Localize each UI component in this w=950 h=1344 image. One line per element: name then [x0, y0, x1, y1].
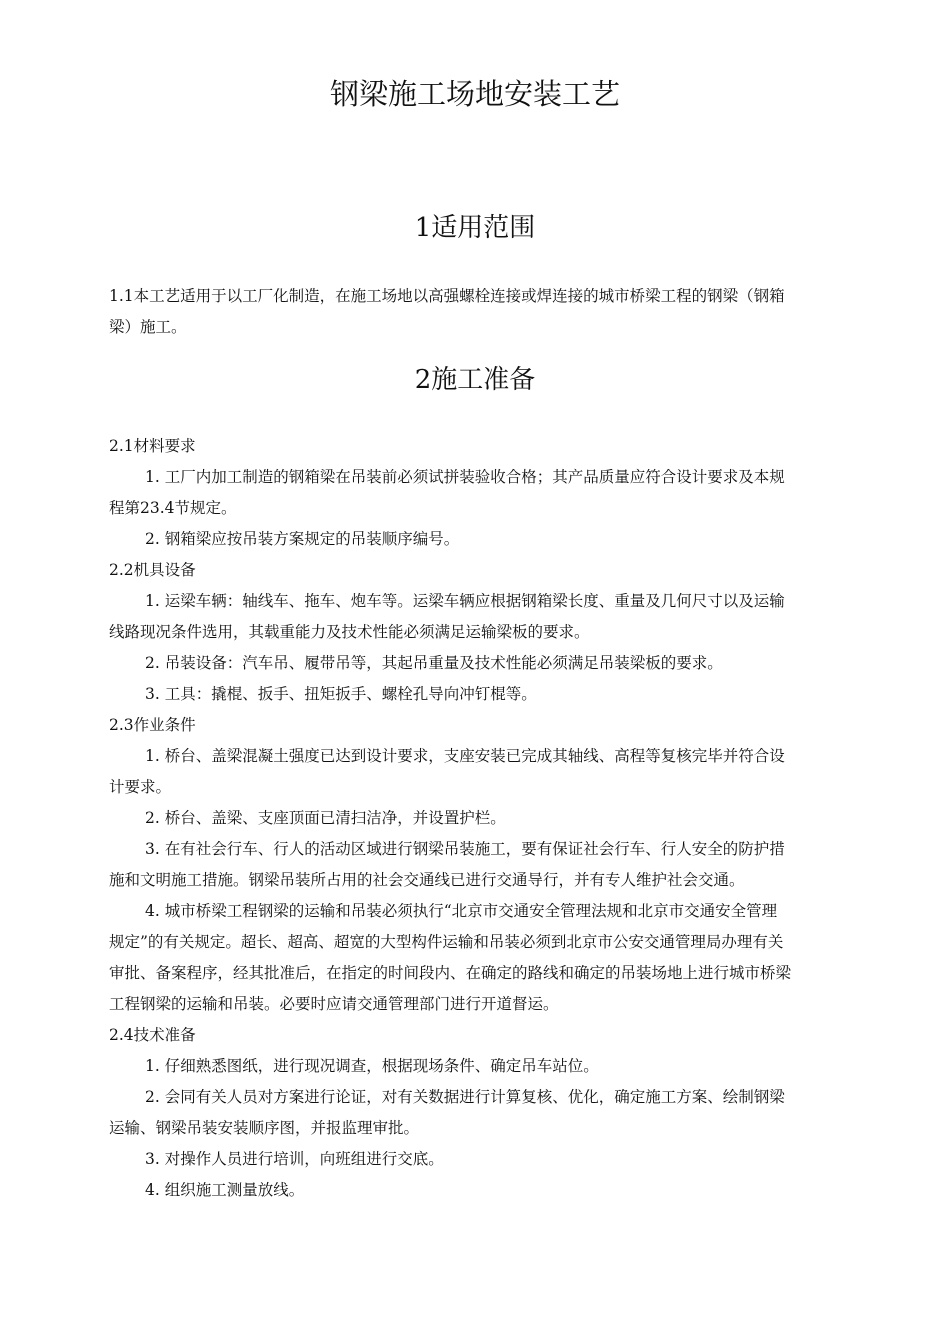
paragraph-1-1-line-2: 梁）施工。	[109, 318, 187, 336]
subsection-2-1-label: 2.1材料要求	[109, 437, 196, 455]
item-2-4-2-line-1: 2. 会同有关人员对方案进行论证，对有关数据进行计算复核、优化，确定施工方案、绘制钢梁	[145, 1088, 785, 1106]
subsection-2-2-label: 2.2机具设备	[109, 561, 196, 579]
item-2-3-1-line-2: 计要求。	[109, 778, 172, 796]
document-title: 钢梁施工场地安装工艺	[329, 77, 620, 111]
item-2-1-2: 2. 钢箱梁应按吊装方案规定的吊装顺序编号。	[145, 530, 460, 548]
item-2-4-2-line-2: 运输、钢梁吊装安装顺序图，并报监理审批。	[109, 1119, 420, 1137]
section-2-heading: 2施工准备	[414, 365, 536, 395]
subsection-2-3-label: 2.3作业条件	[109, 716, 196, 734]
section-1-heading: 1适用范围	[414, 213, 536, 243]
item-2-4-4: 4. 组织施工测量放线。	[145, 1181, 305, 1199]
item-2-2-1-line-2: 线路现况条件选用，其载重能力及技术性能必须满足运输梁板的要求。	[109, 623, 590, 641]
subsection-2-4-label: 2.4技术准备	[109, 1026, 196, 1044]
item-2-2-1-line-1: 1. 运梁车辆：轴线车、拖车、炮车等。运梁车辆应根据钢箱梁长度、重量及几何尺寸以及运输	[145, 592, 785, 610]
paragraph-1-1-line-1: 1.1本工艺适用于以工厂化制造，在施工场地以高强螺栓连接或焊连接的城市桥梁工程的钢梁（钢箱	[109, 287, 785, 305]
item-2-4-1: 1. 仔细熟悉图纸，进行现况调查，根据现场条件、确定吊车站位。	[145, 1057, 599, 1075]
item-2-3-3-line-2: 施和文明施工措施。钢梁吊装所占用的社会交通线已进行交通导行，并有专人维护社会交通。	[109, 871, 745, 889]
item-2-3-4-line-2: 规定”的有关规定。超长、超高、超宽的大型构件运输和吊装必须到北京市公安交通管理局办理有关	[109, 933, 784, 951]
item-2-3-4-line-4: 工程钢梁的运输和吊装。必要时应请交通管理部门进行开道督运。	[109, 995, 559, 1013]
item-2-3-3-line-1: 3. 在有社会行车、行人的活动区域进行钢梁吊装施工，要有保证社会行车、行人安全的防护措	[145, 840, 785, 858]
item-2-3-4-line-1: 4. 城市桥梁工程钢梁的运输和吊装必须执行“北京市交通安全管理法规和北京市交通安全管理	[145, 902, 778, 920]
item-2-3-2: 2. 桥台、盖梁、支座顶面已清扫洁净，并设置护栏。	[145, 809, 506, 827]
item-2-1-1-line-1: 1. 工厂内加工制造的钢箱梁在吊装前必须试拼装验收合格；其产品质量应符合设计要求及本规	[145, 468, 785, 486]
item-2-3-1-line-1: 1. 桥台、盖梁混凝土强度已达到设计要求，支座安装已完成其轴线、高程等复核完毕并符合设	[145, 747, 785, 765]
item-2-2-2: 2. 吊装设备：汽车吊、履带吊等，其起吊重量及技术性能必须满足吊装梁板的要求。	[145, 654, 723, 672]
item-2-3-4-line-3: 审批、备案程序，经其批准后，在指定的时间段内、在确定的路线和确定的吊装场地上进行城市桥梁	[109, 964, 792, 982]
item-2-4-3: 3. 对操作人员进行培训，向班组进行交底。	[145, 1150, 444, 1168]
item-2-1-1-line-2: 程第23.4节规定。	[109, 499, 237, 517]
item-2-2-3: 3. 工具：撬棍、扳手、扭矩扳手、螺栓孔导向冲钉棍等。	[145, 685, 537, 703]
